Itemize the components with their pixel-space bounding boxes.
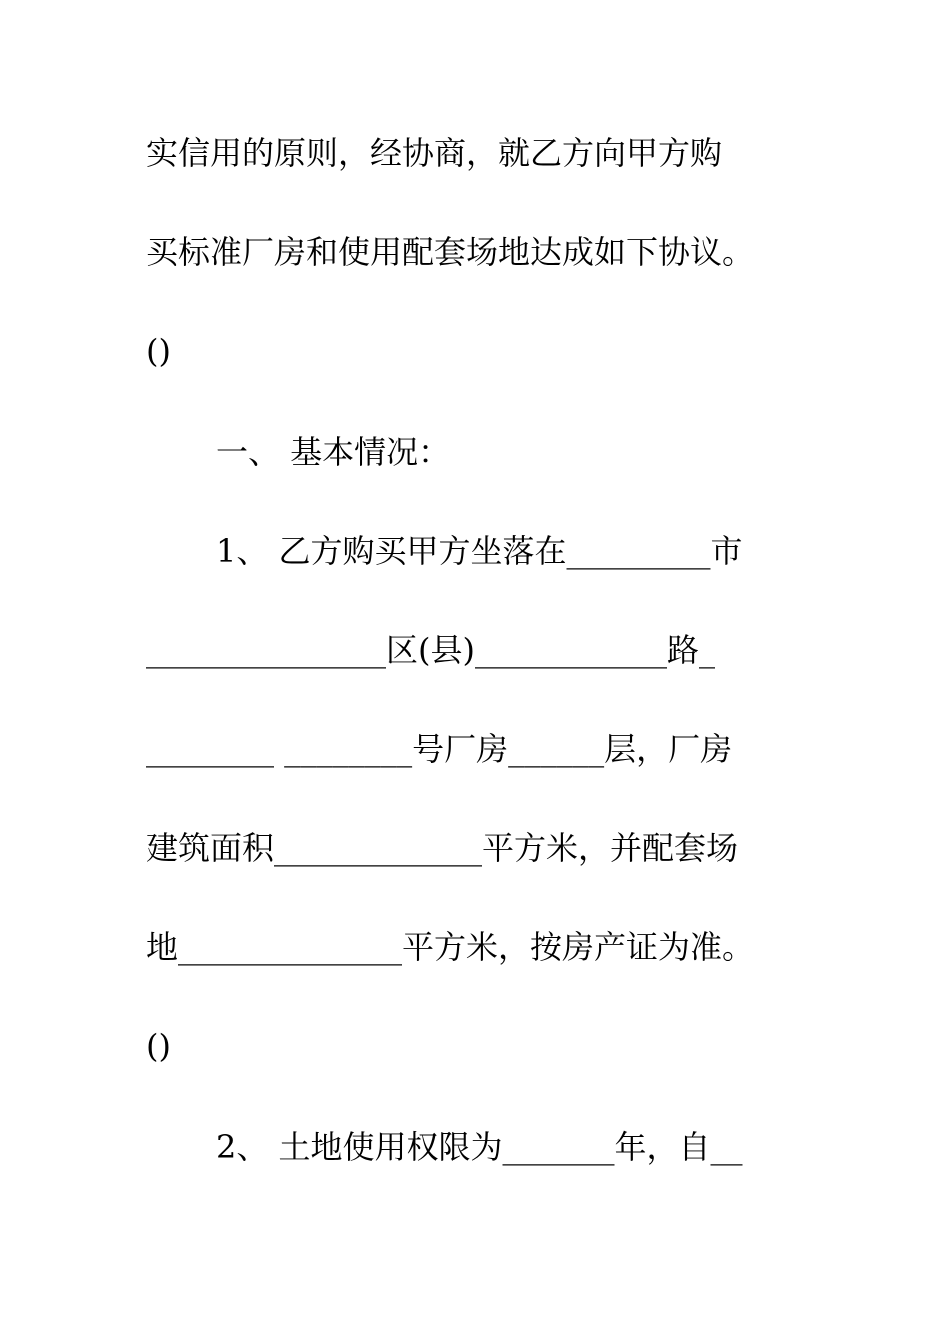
text-line: 建筑面积_____________平方米，并配套场 bbox=[146, 829, 739, 867]
text-line: 2、 土地使用权限为_______年，自__ bbox=[216, 1128, 743, 1166]
text-line: () bbox=[146, 1027, 171, 1065]
text-line: () bbox=[146, 332, 171, 370]
text-line: 买标准厂房和使用配套场地达成如下协议。 bbox=[146, 233, 755, 271]
text-line: 实信用的原则，经协商，就乙方向甲方购 bbox=[146, 134, 723, 172]
text-line: ________ ________号厂房______层，厂房 bbox=[146, 730, 733, 768]
section-heading: 一、 基本情况： bbox=[216, 433, 451, 471]
text-line: 1、 乙方购买甲方坐落在_________市 bbox=[216, 532, 743, 570]
text-line: _______________区(县)____________路_ bbox=[146, 631, 715, 669]
text-line: 地______________平方米，按房产证为准。 bbox=[146, 928, 755, 966]
